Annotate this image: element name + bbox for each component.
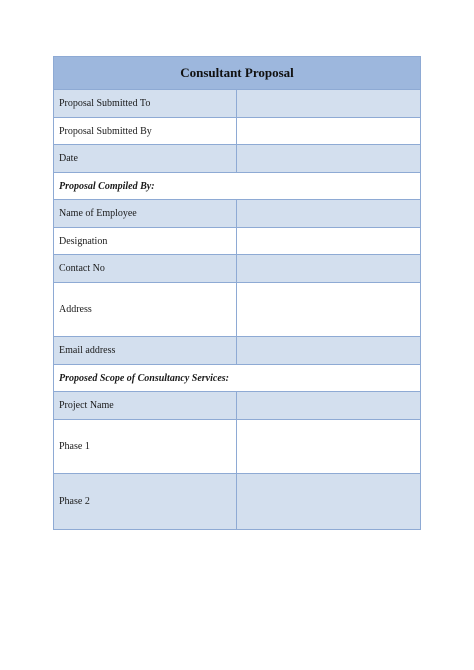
row-proposal-submitted-by [54, 118, 420, 145]
section-proposed-scope: Proposed Scope of Consultancy Services: [54, 365, 420, 392]
row-date [54, 145, 420, 173]
label-address: Address [54, 283, 237, 336]
field-name-of-employee[interactable] [237, 200, 420, 227]
form-title: Consultant Proposal [54, 56, 420, 90]
row-designation [54, 228, 420, 255]
field-phase-1[interactable] [237, 420, 420, 473]
row-address [54, 283, 420, 337]
label-name-of-employee: Name of Employee [54, 200, 237, 227]
section-proposal-compiled-by: Proposal Compiled By: [54, 173, 420, 200]
label-date: Date [54, 145, 237, 172]
field-address[interactable] [237, 283, 420, 336]
row-email-address [54, 337, 420, 365]
field-contact-no[interactable] [237, 255, 420, 282]
row-name-of-employee [54, 200, 420, 228]
row-phase-1 [54, 420, 420, 474]
field-proposal-submitted-to[interactable] [237, 90, 420, 117]
label-project-name: Project Name [54, 392, 237, 419]
field-designation[interactable] [237, 228, 420, 254]
row-proposal-submitted-to [54, 90, 420, 118]
field-project-name[interactable] [237, 392, 420, 419]
label-contact-no: Contact No [54, 255, 237, 282]
label-proposal-submitted-to: Proposal Submitted To [54, 90, 237, 117]
label-phase-2: Phase 2 [54, 474, 237, 529]
label-designation: Designation [54, 228, 237, 254]
field-date[interactable] [237, 145, 420, 172]
label-proposal-submitted-by: Proposal Submitted By [54, 118, 237, 144]
field-email-address[interactable] [237, 337, 420, 364]
row-contact-no [54, 255, 420, 283]
row-project-name [54, 392, 420, 420]
field-proposal-submitted-by[interactable] [237, 118, 420, 144]
field-phase-2[interactable] [237, 474, 420, 529]
label-email-address: Email address [54, 337, 237, 364]
label-phase-1: Phase 1 [54, 420, 237, 473]
row-phase-2 [54, 474, 420, 529]
consultant-proposal-form [53, 56, 421, 530]
